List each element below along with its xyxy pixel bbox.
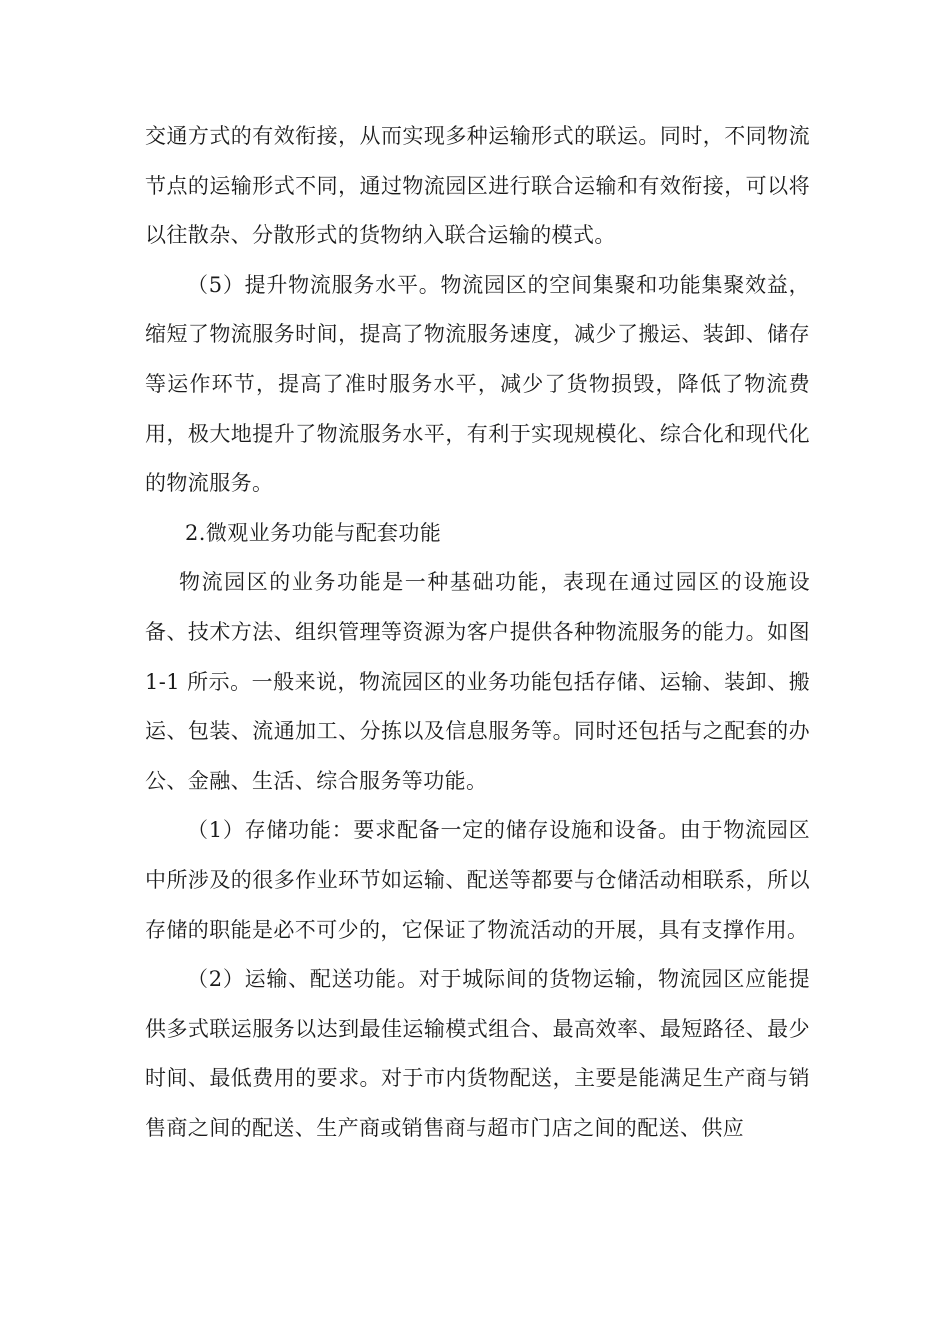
paragraph-item-2: （2）运输、配送功能。对于城际间的货物运输，物流园区应能提供多式联运服务以达到最佳运输模式组合、最高效率、最短路径、最少时间、最低费用的要求。对于市内货物配送，主要是能满足生产商与销售商之间的配送、生产商或销售商与超市门店之间的配送、供应 [145,967,810,1140]
paragraph-continuation: 交通方式的有效衔接，从而实现多种运输形式的联运。同时，不同物流节点的运输形式不同，通过物流园区进行联合运输和有效衔接，可以将以往散杂、分散形式的货物纳入联合运输的模式。 [145,124,810,248]
paragraph-item-5: （5）提升物流服务水平。物流园区的空间集聚和功能集聚效益，缩短了物流服务时间，提高了物流服务速度，减少了搬运、装卸、储存等运作环节，提高了准时服务水平，减少了货物损毁，降低了物流费用，极大地提升了物流服务水平，有利于实现规模化、综合化和现代化的物流服务。 [145,272,810,496]
section-heading: 2.微观业务功能与配套功能 [185,520,442,545]
paragraph-business-functions: 物流园区的业务功能是一种基础功能，表现在通过园区的设施设备、技术方法、组织管理等资源为客户提供各种物流服务的能力。如图 1-1 所示。一般来说，物流园区的业务功能包括存储、运输、装卸、搬运、包装、流通加工、分拣以及信息服务等。同时还包括与之配套的办公、金融、生活、综合服务等功能。 [145,570,810,793]
paragraph-item-1: （1）存储功能：要求配备一定的储存设施和设备。由于物流园区中所涉及的很多作业环节如运输、配送等都要与仓储活动相联系，所以存储的职能是必不可少的，它保证了物流活动的开展，具有支撑作用。 [145,818,810,942]
document-page [145,112,810,1153]
